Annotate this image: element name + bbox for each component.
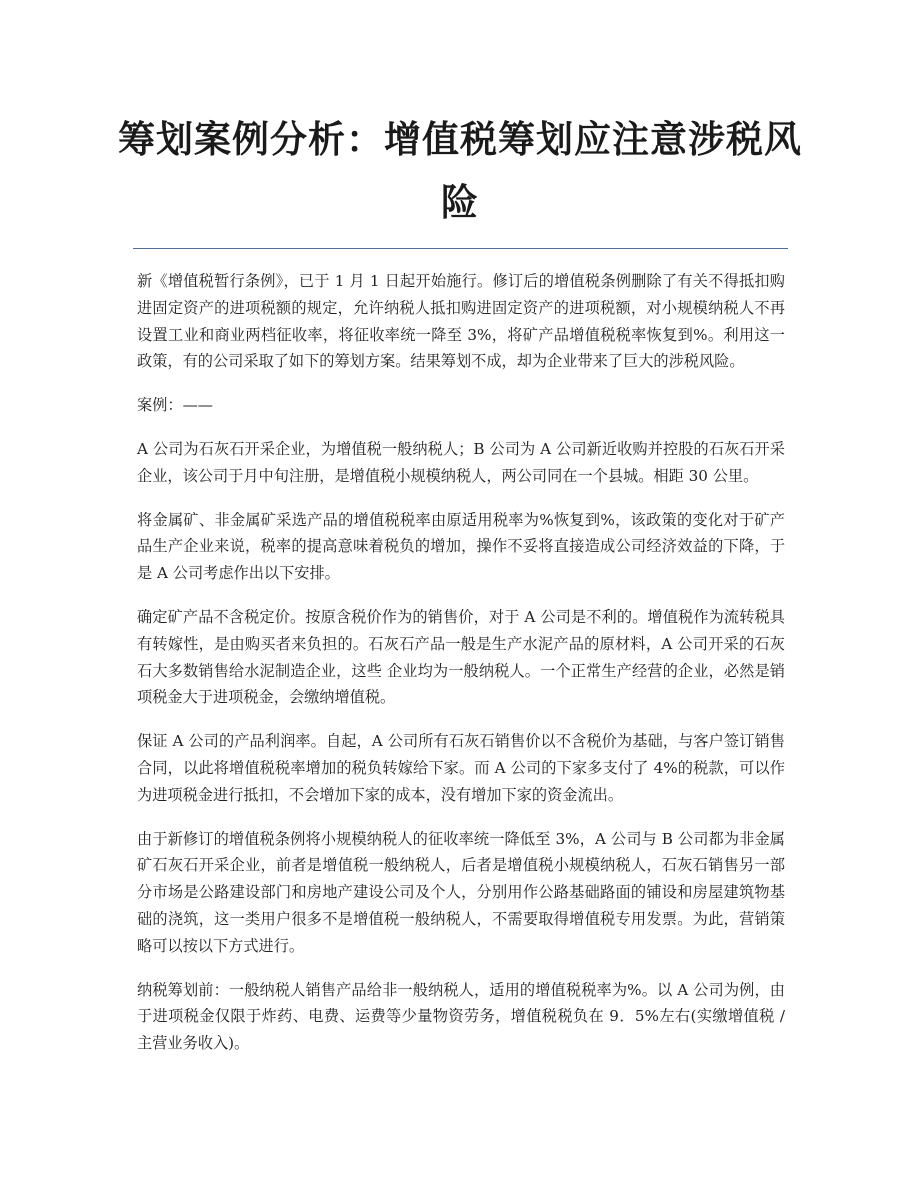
document-title: 筹划案例分析：增值税筹划应注意涉税风险 <box>118 118 802 224</box>
paragraph-pricing: 确定矿产品不含税定价。按原含税价作为的销售价，对于 A 公司是不利的。增值税作为流转税具有转嫁性，是由购买者来负担的。石灰石产品一般是生产水泥产品的原材料，A 公司开采的石灰石大多数销售给水泥制造企业，这些 企业均为一般纳税人。一个正常生产经营的企业，必然是销项税金大于进项税金，会缴纳增值税。 <box>137 607 785 707</box>
paragraph-case-heading: 案例：—— <box>137 396 213 415</box>
paragraph-intro: 新《增值税暂行条例》，已于 1 月 1 日起开始施行。修订后的增值税条例删除了有关不得抵扣购进固定资产的进项税额的规定，允许纳税人抵扣购进固定资产的进项税额，对小规模纳税人不再设置工业和商业两档征收率，将征收率统一降至 3%，将矿产品增值税税率恢复到%。利用这一政策，有的公司采取了如下的筹划方案。结果筹划不成，却为企业带来了巨大的涉税风险。 <box>137 272 785 371</box>
paragraph-before-planning: 纳税筹划前：一般纳税人销售产品给非一般纳税人，适用的增值税税率为%。以 A 公司为例，由于进项税金仅限于炸药、电费、运费等少量物资劳务，增值税税负在 9．5%左右(实缴增值税 / 主营业务收入)。 <box>137 980 785 1053</box>
title-divider <box>133 248 788 249</box>
paragraph-small-scale: 由于新修订的增值税条例将小规模纳税人的征收率统一降低至 3%，A 公司与 B 公司都为非金属矿石灰石开采企业，前者是增值税一般纳税人，后者是增值税小规模纳税人，石灰石销售另一部分市场是公路建设部门和房地产建设公司及个人，分别用作公路基础路面的铺设和房屋建筑物基础的浇筑，这一类用户很多不是增值税一般纳税人，不需要取得增值税专用发票。为此，营销策略可以按以下方式进行。 <box>137 829 785 955</box>
paragraph-companies: A 公司为石灰石开采企业，为增值税一般纳税人；B 公司为 A 公司新近收购并控股的石灰石开采企业，该公司于月中旬注册，是增值税小规模纳税人，两公司同在一个县城。相距 30 公里。 <box>137 439 785 485</box>
title-block <box>118 108 802 234</box>
paragraph-policy-change: 将金属矿、非金属矿采选产品的增值税税率由原适用税率为%恢复到%，该政策的变化对于矿产品生产企业来说，税率的提高意味着税负的增加，操作不妥将直接造成公司经济效益的下降，于是 A 公司考虑作出以下安排。 <box>137 510 785 583</box>
document-body <box>137 268 785 1074</box>
paragraph-profit-margin: 保证 A 公司的产品利润率。自起，A 公司所有石灰石销售价以不含税价为基础，与客户签订销售合同，以此将增值税税率增加的税负转嫁给下家。而 A 公司的下家多支付了 4%的税款，可以作为进项税金进行抵扣，不会增加下家的成本，没有增加下家的资金流出。 <box>137 732 785 804</box>
